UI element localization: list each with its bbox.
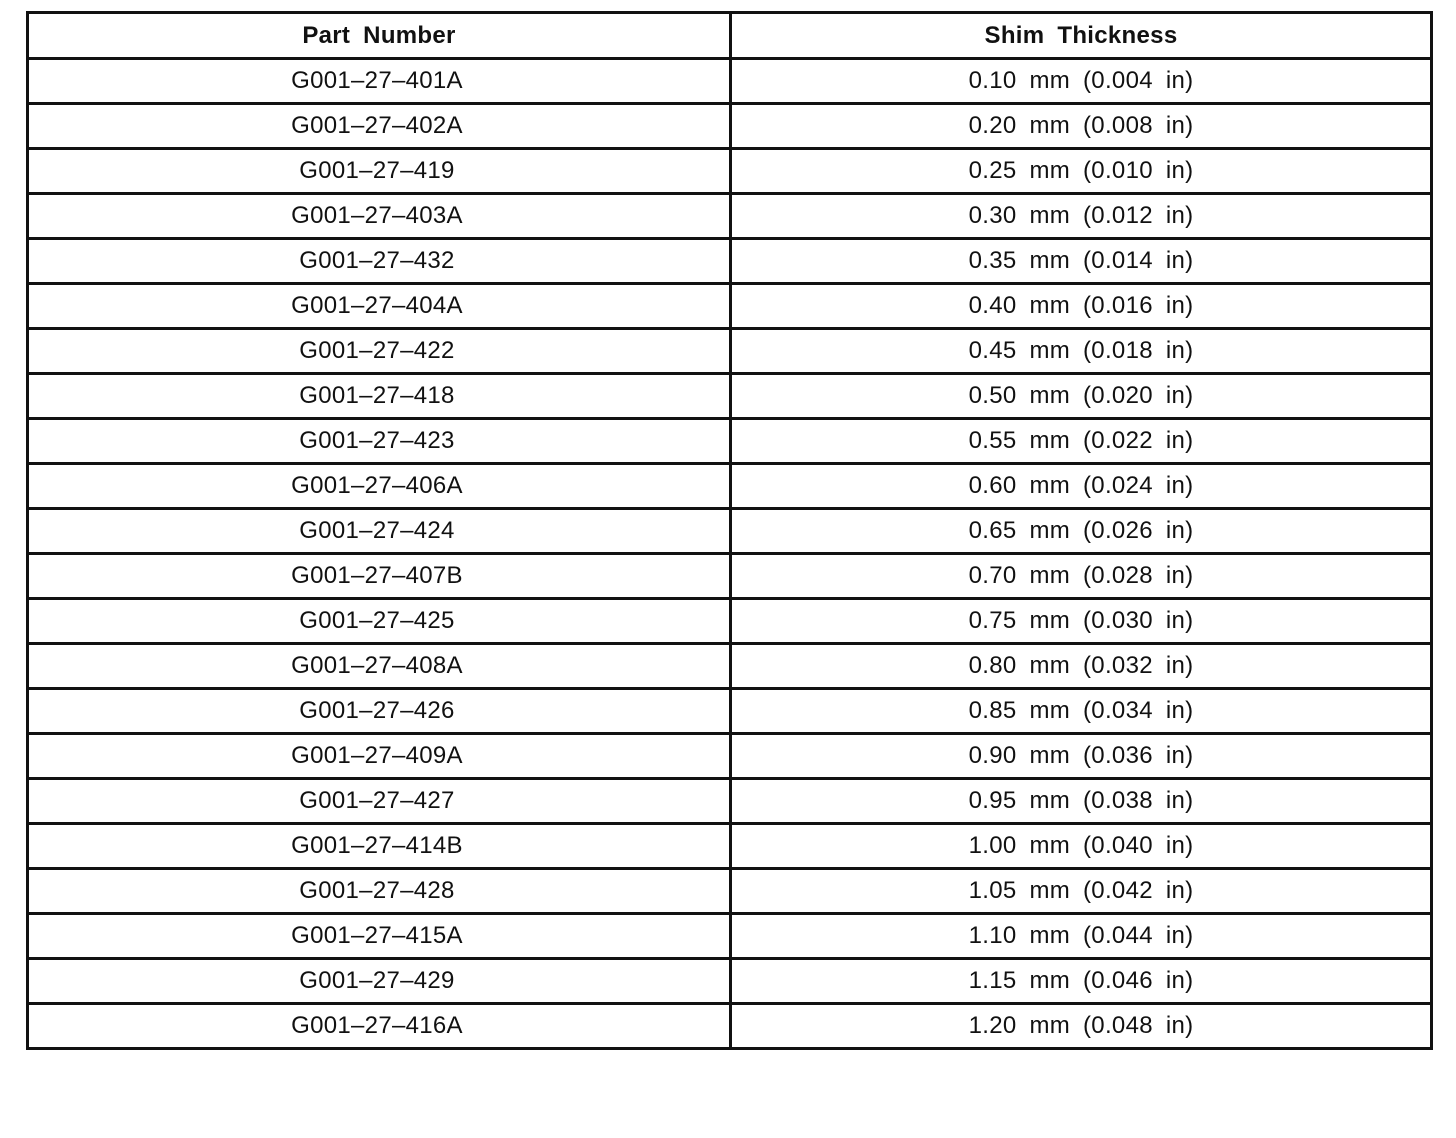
shim-thickness-cell: 0.90 mm (0.036 in) <box>731 734 1432 779</box>
shim-thickness-cell: 0.35 mm (0.014 in) <box>731 239 1432 284</box>
table-row <box>28 419 1432 464</box>
shim-thickness-cell: 0.40 mm (0.016 in) <box>731 284 1432 329</box>
part-number-cell: G001–27–418 <box>28 374 731 419</box>
shim-thickness-cell: 0.20 mm (0.008 in) <box>731 104 1432 149</box>
table-row <box>28 734 1432 779</box>
table-row <box>28 194 1432 239</box>
shim-thickness-cell: 0.10 mm (0.004 in) <box>731 59 1432 104</box>
table-row <box>28 644 1432 689</box>
shim-thickness-cell: 1.15 mm (0.046 in) <box>731 959 1432 1004</box>
part-number-cell: G001–27–428 <box>28 869 731 914</box>
part-number-cell: G001–27–429 <box>28 959 731 1004</box>
table-row <box>28 599 1432 644</box>
table-row <box>28 689 1432 734</box>
part-number-cell: G001–27–404A <box>28 284 731 329</box>
part-number-cell: G001–27–416A <box>28 1004 731 1049</box>
shim-thickness-cell: 1.00 mm (0.040 in) <box>731 824 1432 869</box>
shim-thickness-cell: 0.95 mm (0.038 in) <box>731 779 1432 824</box>
part-number-cell: G001–27–402A <box>28 104 731 149</box>
shim-thickness-cell: 0.25 mm (0.010 in) <box>731 149 1432 194</box>
table-row <box>28 869 1432 914</box>
part-number-cell: G001–27–432 <box>28 239 731 284</box>
table-row <box>28 374 1432 419</box>
table-row <box>28 239 1432 284</box>
table-row <box>28 824 1432 869</box>
shim-thickness-cell: 0.60 mm (0.024 in) <box>731 464 1432 509</box>
header-part-number: Part Number <box>28 13 731 59</box>
table-row <box>28 464 1432 509</box>
shim-thickness-cell: 0.65 mm (0.026 in) <box>731 509 1432 554</box>
table-row <box>28 149 1432 194</box>
part-number-cell: G001–27–415A <box>28 914 731 959</box>
part-number-cell: G001–27–409A <box>28 734 731 779</box>
table-row <box>28 284 1432 329</box>
shim-thickness-cell: 0.70 mm (0.028 in) <box>731 554 1432 599</box>
shim-thickness-cell: 0.45 mm (0.018 in) <box>731 329 1432 374</box>
table-row <box>28 779 1432 824</box>
table-row <box>28 914 1432 959</box>
table-row <box>28 104 1432 149</box>
table-row <box>28 509 1432 554</box>
part-number-cell: G001–27–427 <box>28 779 731 824</box>
part-number-cell: G001–27–424 <box>28 509 731 554</box>
shim-thickness-cell: 0.80 mm (0.032 in) <box>731 644 1432 689</box>
part-number-cell: G001–27–425 <box>28 599 731 644</box>
shim-thickness-cell: 1.10 mm (0.044 in) <box>731 914 1432 959</box>
table-row <box>28 554 1432 599</box>
part-number-cell: G001–27–408A <box>28 644 731 689</box>
part-number-cell: G001–27–419 <box>28 149 731 194</box>
part-number-cell: G001–27–426 <box>28 689 731 734</box>
header-shim-thickness: Shim Thickness <box>731 13 1432 59</box>
part-number-cell: G001–27–423 <box>28 419 731 464</box>
table-row <box>28 59 1432 104</box>
shim-thickness-cell: 1.05 mm (0.042 in) <box>731 869 1432 914</box>
part-number-cell: G001–27–401A <box>28 59 731 104</box>
shim-thickness-table <box>26 11 1433 1050</box>
shim-thickness-cell: 0.75 mm (0.030 in) <box>731 599 1432 644</box>
table-row <box>28 329 1432 374</box>
shim-thickness-cell: 0.50 mm (0.020 in) <box>731 374 1432 419</box>
part-number-cell: G001–27–422 <box>28 329 731 374</box>
table-row <box>28 959 1432 1004</box>
header-row <box>28 13 1432 59</box>
part-number-cell: G001–27–403A <box>28 194 731 239</box>
part-number-cell: G001–27–414B <box>28 824 731 869</box>
part-number-cell: G001–27–406A <box>28 464 731 509</box>
shim-thickness-cell: 1.20 mm (0.048 in) <box>731 1004 1432 1049</box>
shim-thickness-cell: 0.55 mm (0.022 in) <box>731 419 1432 464</box>
shim-thickness-cell: 0.85 mm (0.034 in) <box>731 689 1432 734</box>
table-row <box>28 1004 1432 1049</box>
part-number-cell: G001–27–407B <box>28 554 731 599</box>
shim-thickness-cell: 0.30 mm (0.012 in) <box>731 194 1432 239</box>
